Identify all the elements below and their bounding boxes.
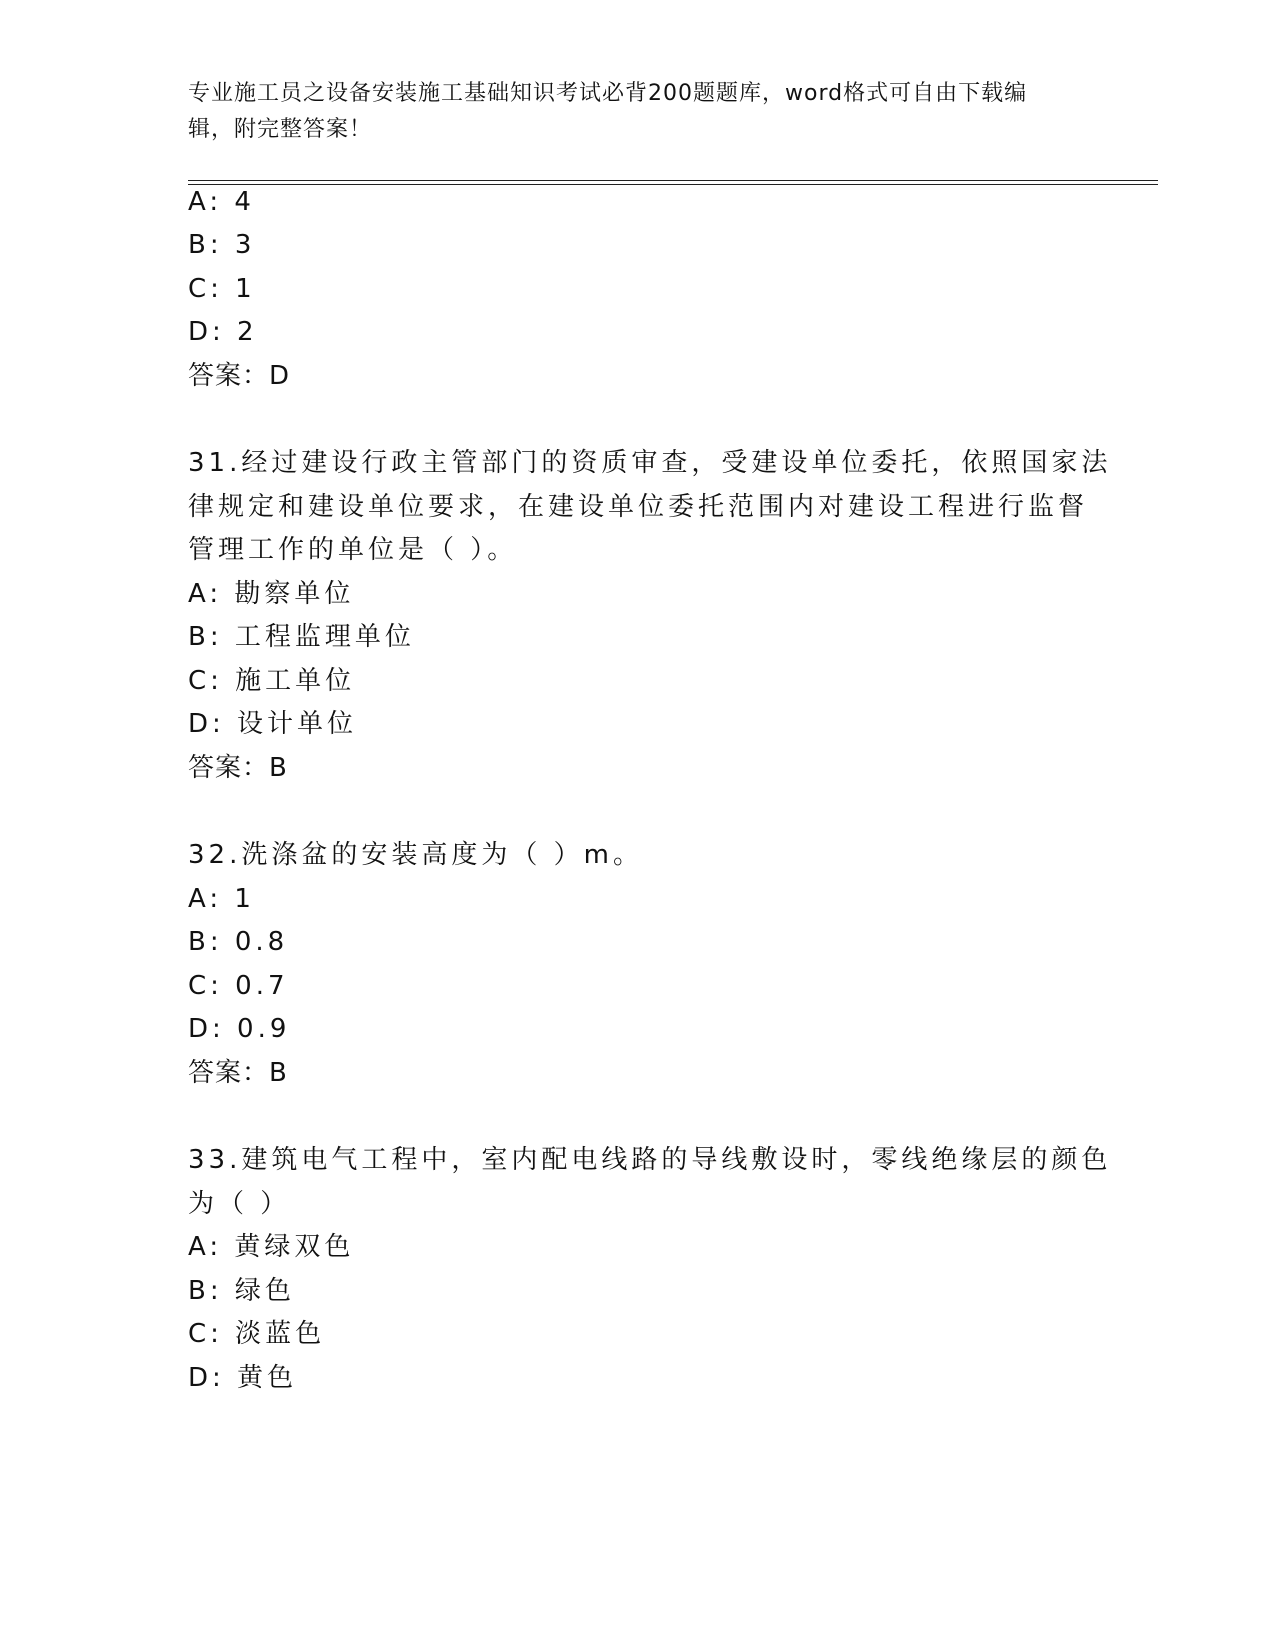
q31-option-a: A: 勘察单位 xyxy=(188,579,355,609)
q31-option-d: D: 设计单位 xyxy=(188,709,358,739)
answer-label: 答案： xyxy=(188,361,270,391)
q33-option-b: B: 绿色 xyxy=(188,1276,295,1306)
q31-option-b: B: 工程监理单位 xyxy=(188,622,415,652)
answer-value: D xyxy=(269,361,291,391)
q32-option-d: D: 0.9 xyxy=(188,1014,291,1044)
q31-answer xyxy=(188,746,1088,791)
answer-label: 答案： xyxy=(188,753,270,783)
q33-stem-line1: 33.建筑电气工程中，室内配电线路的导线敷设时，零线绝缘层的颜色 xyxy=(188,1145,1112,1175)
prev-option-b: B: 3 xyxy=(188,230,256,260)
prev-option-d: D: 2 xyxy=(188,317,258,347)
page-header-title: 专业施工员之设备安装施工基础知识考试必背200题题库，word格式可自由下载编辑，附完整答案！ xyxy=(188,81,1028,142)
q31-stem-line2: 律规定和建设单位要求，在建设单位委托范围内对建设工程进行监督 xyxy=(188,492,1089,522)
q32-option-b: B: 0.8 xyxy=(188,927,289,957)
q31-stem-line3: 管理工作的单位是（ ）。 xyxy=(188,535,518,565)
answer-value: B xyxy=(269,1058,288,1088)
q33-option-c: C: 淡蓝色 xyxy=(188,1319,326,1349)
q31-stem-line1: 31.经过建设行政主管部门的资质审查，受建设单位委托，依照国家法 xyxy=(188,448,1112,478)
q32-stem-line1: 32.洗涤盆的安装高度为（ ）m。 xyxy=(188,840,643,870)
prev-option-a: A: 4 xyxy=(188,187,255,217)
q33-option-a: A: 黄绿双色 xyxy=(188,1232,355,1262)
q32-option-c: C: 0.7 xyxy=(188,971,289,1001)
prev-option-c: C: 1 xyxy=(188,274,256,304)
q33-option-d: D: 黄色 xyxy=(188,1363,298,1393)
q33-stem-line2: 为（ ） xyxy=(188,1189,291,1219)
prev-answer xyxy=(188,354,1088,399)
answer-label: 答案： xyxy=(188,1058,270,1088)
q31-option-c: C: 施工单位 xyxy=(188,666,356,696)
q32-answer xyxy=(188,1051,1088,1096)
q32-option-a: A: 1 xyxy=(188,884,255,914)
answer-value: B xyxy=(269,753,288,783)
